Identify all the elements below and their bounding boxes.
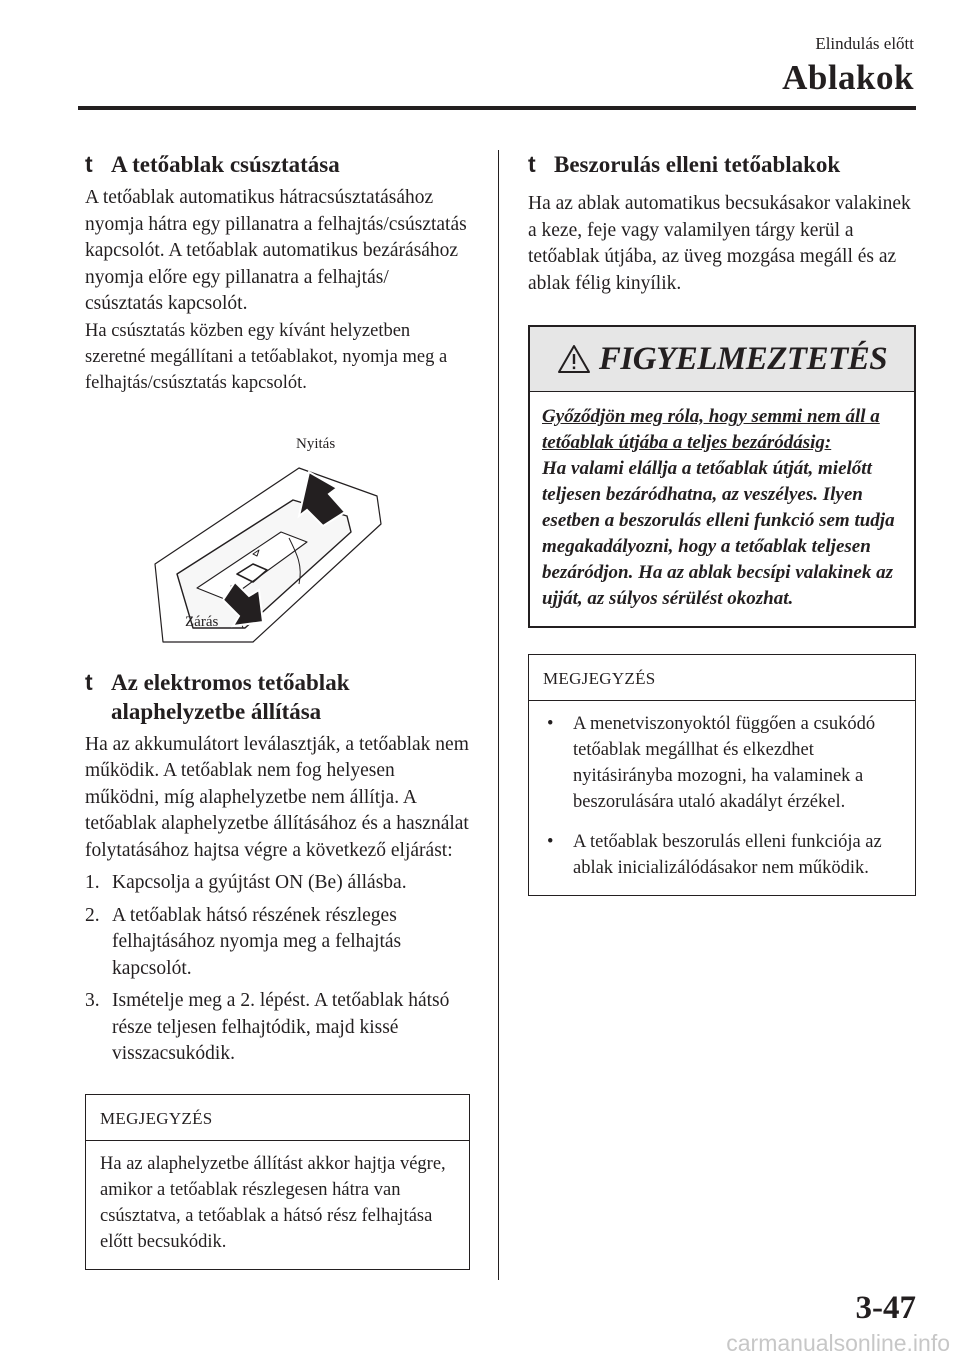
heading-sunroof-sliding: [85, 150, 470, 179]
list-item-text: A menetviszonyoktól függően a csukódó tetőablak megállhat és elkezdhet nyitásirányba mozogni, ha valaminek a beszorulására utaló akadályt érzékel.: [573, 714, 876, 812]
warning-text: Ha valami elállja a tetőablak útját, mielőtt teljesen bezáródhatna, az veszélyes. Ilyen esetben a beszorulás elleni funkció sem tudja megakadályozni, hogy a tetőablak teljesen bezáródjon. Ha az ablak becsípi valakinek az ujját, az súlyos sérülést okozhat.: [542, 458, 895, 609]
warning-box: [528, 325, 916, 628]
warning-title: FIGYELMEZTETÉS: [598, 340, 888, 377]
note-text: Ha az alaphelyzetbe állítást akkor hajtja végre, amikor a tetőablak részlegesen hátra van csúsztatva, a tetőablak a hátsó rész felhajtása előtt becsukódik.: [100, 1153, 446, 1252]
section-marker: t: [85, 668, 93, 695]
note-box: [85, 1094, 470, 1270]
bullet: •: [547, 832, 554, 852]
list-item: [543, 829, 901, 881]
paragraph: Ha az akkumulátort leválasztják, a tetőablak nem működik. A tetőablak nem fog helyesen működni, míg alaphelyzetbe nem állítja. A tetőablak alaphelyzetbe állításához és a használat folytatásához hajtsa végre a következő eljárást:: [85, 733, 469, 861]
heading-sunroof-reset: [85, 668, 470, 726]
note-title: MEGJEGYZÉS: [86, 1095, 469, 1141]
bullet: •: [547, 714, 554, 734]
sunroof-switch-figure: [85, 414, 470, 654]
step-item: [85, 870, 470, 897]
paragraph: Ha csúsztatás közben egy kívánt helyzetben szeretné megállítani a tetőablakot, nyomja meg a felhajtás/csúsztatás kapcsolót.: [85, 320, 448, 393]
heading-text: Beszorulás elleni tetőablakok: [554, 152, 841, 177]
list-item: [543, 711, 901, 815]
header-rule: [78, 106, 916, 110]
section-title: Ablakok: [782, 58, 914, 97]
paragraph: Ha az ablak automatikus becsukásakor valakinek a keze, feje vagy valamilyen tárgy kerül a tetőablak útjába, az üveg mozgása megáll és az ablak félig kinyílik.: [528, 193, 911, 294]
close-label: Zárás: [185, 613, 219, 630]
step-text: A tetőablak hátsó részének részleges felhajtásához nyomja meg a felhajtás kapcsolót.: [112, 904, 402, 979]
warning-triangle-icon: [557, 344, 591, 374]
open-label: Nyitás: [296, 435, 336, 452]
page-number: 3-47: [855, 1290, 916, 1326]
heading-anti-pinch: [528, 150, 916, 179]
left-column: [85, 150, 470, 1270]
step-number: 1.: [85, 872, 100, 893]
paragraph: A tetőablak automatikus hátracsúsztatásához nyomja hátra egy pillanatra a felhajtás/csúsztatás kapcsolót. A tetőablak automatikus bezárásához nyomja előre egy pillanatra a felhajtás/ csúsztatás kapcsolót.: [85, 187, 467, 314]
warning-body: [530, 392, 914, 626]
note-list: [529, 701, 915, 895]
procedure-steps: [85, 870, 470, 1068]
warning-lead: Győződjön meg róla, hogy semmi nem áll a tetőablak útjába a teljes bezáródásig:: [542, 406, 880, 453]
section-marker: t: [528, 151, 536, 177]
list-item-text: A tetőablak beszorulás elleni funkciója az ablak inicializálódásakor nem működik.: [573, 832, 882, 878]
step-number: 3.: [85, 990, 100, 1011]
step-item: [85, 903, 470, 983]
section-marker: t: [85, 151, 93, 177]
column-divider: [498, 150, 499, 1280]
note-title: MEGJEGYZÉS: [529, 655, 915, 701]
switch-illustration: [85, 414, 470, 654]
step-item: [85, 988, 470, 1068]
watermark: carmanualsonline.info: [726, 1330, 950, 1356]
step-text: Ismételje meg a 2. lépést. A tetőablak hátsó része teljesen felhajtódik, majd kissé visszacsukódik.: [112, 990, 450, 1064]
warning-header: [530, 327, 914, 392]
heading-text: Az elektromos tetőablak alaphelyzetbe állítása: [111, 669, 350, 724]
step-text: Kapcsolja a gyújtást ON (Be) állásba.: [112, 872, 407, 893]
step-number: 2.: [85, 904, 100, 926]
right-column: [528, 150, 916, 896]
chapter-title: Elindulás előtt: [815, 34, 914, 53]
note-box: [528, 654, 916, 896]
heading-text: A tetőablak csúsztatása: [111, 152, 340, 177]
